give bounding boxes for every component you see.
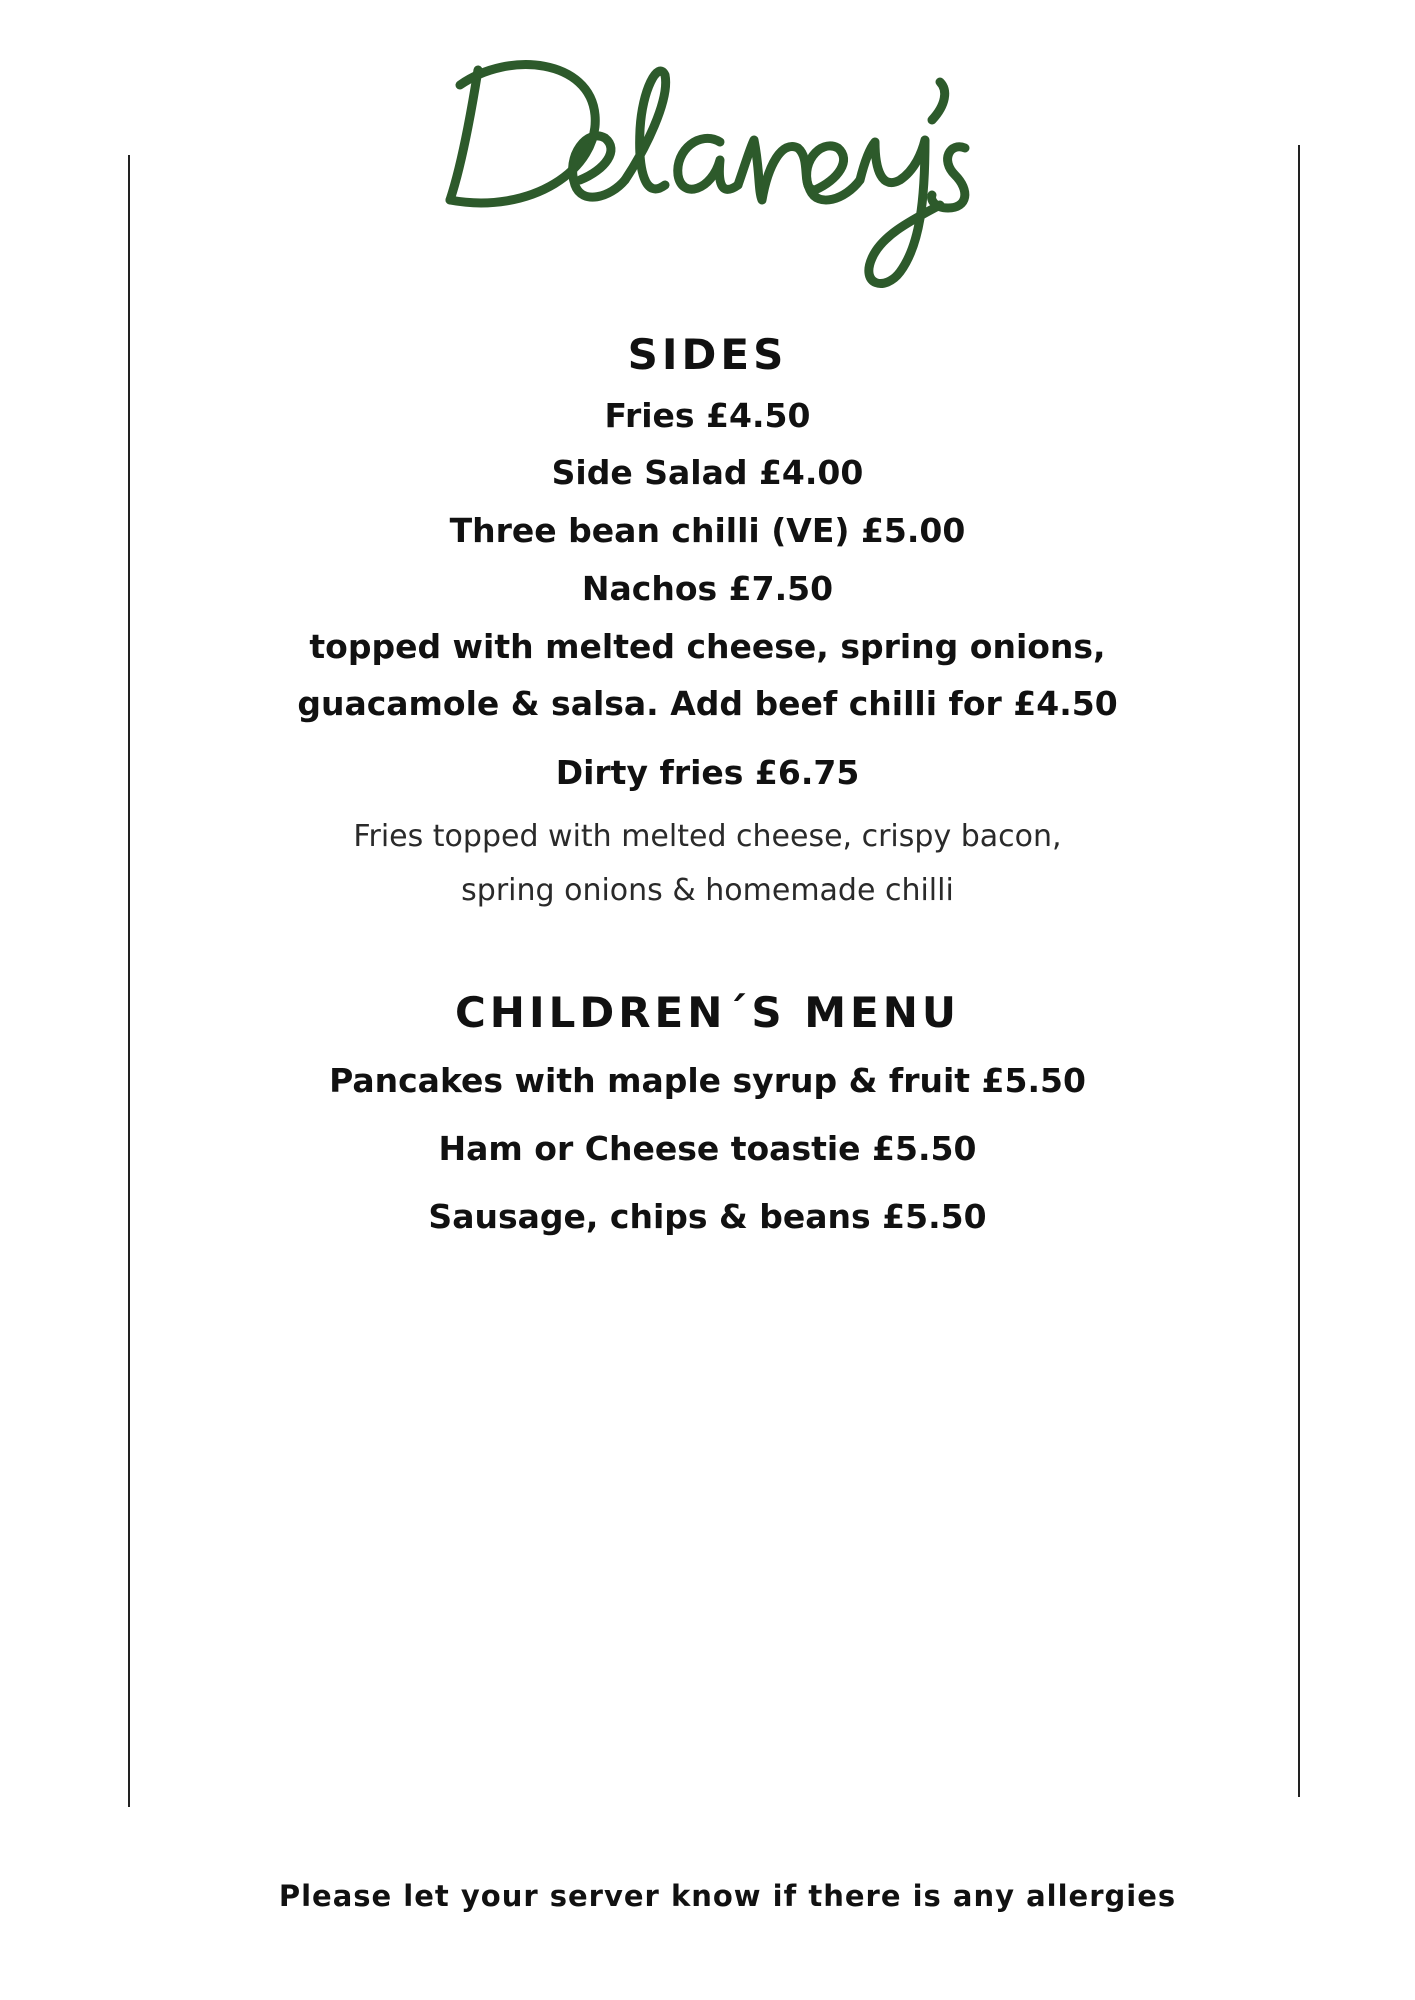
right-border-rule: [1298, 145, 1300, 1797]
sides-item-three-bean-chilli: Three bean chilli (VE) £5.00: [449, 511, 966, 550]
delaneys-script-logo: [420, 30, 990, 300]
sides-item-dirty-fries: Dirty fries £6.75: [555, 753, 860, 792]
dirty-fries-description-line-2: spring onions & homemade chilli: [461, 873, 954, 908]
sides-item-fries: Fries £4.50: [604, 396, 811, 435]
childrens-menu-heading: CHILDREN´S MENU: [454, 988, 961, 1037]
sides-item-nachos: Nachos £7.50: [581, 569, 834, 608]
dirty-fries-description-line-1: Fries topped with melted cheese, crispy bacon,: [353, 819, 1062, 854]
childrens-item-pancakes: Pancakes with maple syrup & fruit £5.50: [329, 1061, 1086, 1100]
allergy-notice: Please let your server know if there is any allergies: [278, 1879, 1177, 1913]
nachos-description-line-2: guacamole & salsa. Add beef chilli for £4.50: [297, 684, 1118, 723]
sides-heading: SIDES: [627, 330, 788, 379]
childrens-item-sausage-chips-beans: Sausage, chips & beans £5.50: [428, 1197, 987, 1236]
nachos-description-line-1: topped with melted cheese, spring onions,: [309, 627, 1106, 666]
sides-item-side-salad: Side Salad £4.00: [551, 453, 864, 492]
childrens-item-toastie: Ham or Cheese toastie £5.50: [438, 1129, 977, 1168]
